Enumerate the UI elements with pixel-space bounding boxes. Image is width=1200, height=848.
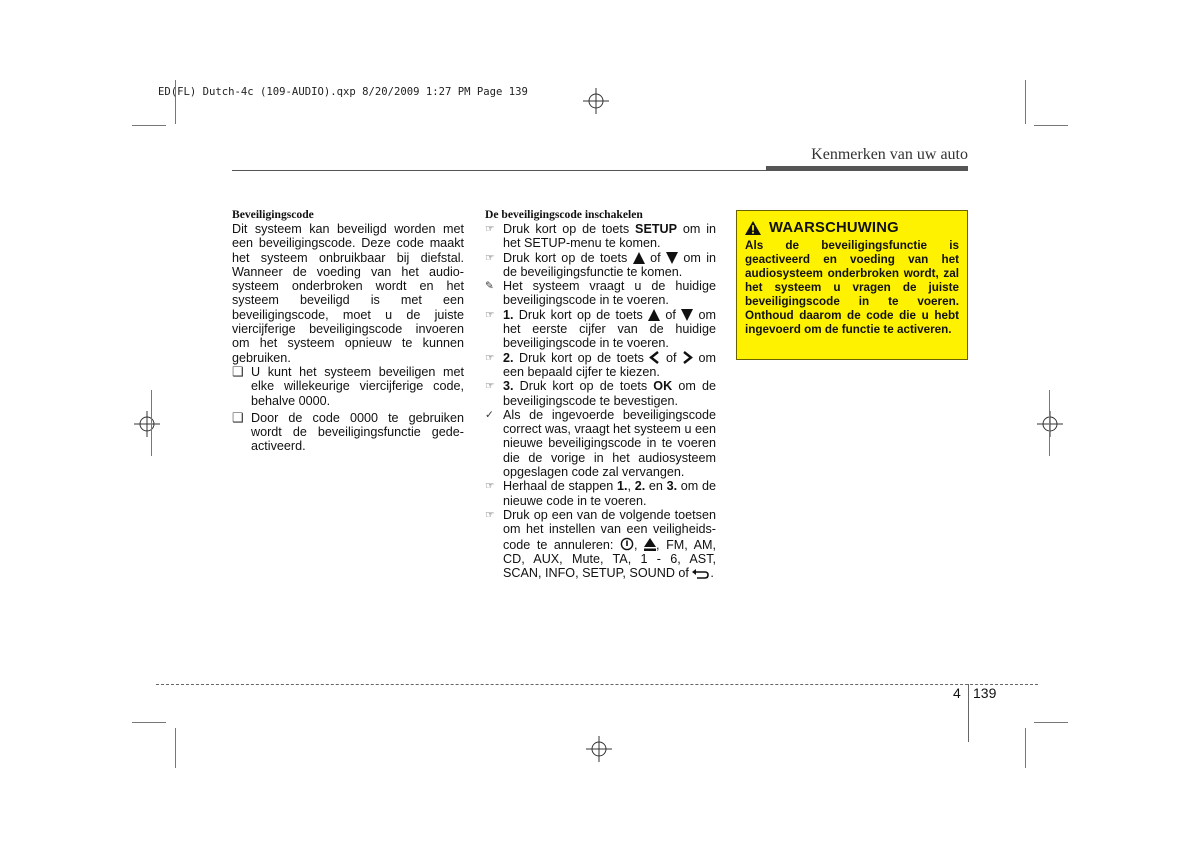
section-heading: De beveiligingscode inschakelen [485, 208, 643, 221]
crop-mark [132, 125, 166, 126]
step-item [485, 408, 716, 479]
header-bar [766, 166, 968, 171]
right-chevron-icon [682, 351, 693, 364]
checkbox-bullet-icon: ❑ [232, 409, 244, 425]
pointer-icon: ☞ [485, 251, 495, 264]
page-number: 139 [973, 685, 997, 701]
warning-triangle-icon [745, 221, 761, 235]
step-item [485, 251, 716, 280]
step-item [485, 479, 716, 508]
registration-mark-icon [134, 411, 160, 437]
step-text: 1. Druk kort op de toets of om het eerste cijfer van de huidige beveiligingscode in te voeren. [503, 307, 716, 351]
step-text: Druk kort op de toets of om in de beveiligingsfunctie te komen. [503, 250, 716, 279]
up-triangle-icon [648, 309, 660, 321]
warning-box [736, 210, 968, 360]
step-text: Herhaal de stappen 1., 2. en 3. om de nieuwe code in te voeren. [503, 479, 716, 508]
pointer-icon: ☞ [485, 351, 495, 364]
left-chevron-icon [649, 351, 660, 364]
warning-header [745, 220, 959, 236]
down-triangle-icon [666, 252, 678, 264]
list-item-text: U kunt het systeem beveiligen met elke willekeurige viercijferige code, behalve 0000. [251, 364, 464, 408]
registration-line [151, 390, 152, 456]
registration-mark-icon [586, 736, 612, 762]
list-item [232, 365, 464, 408]
up-triangle-icon [633, 252, 645, 264]
memo-icon: ✎ [485, 280, 494, 293]
pointer-icon: ☞ [485, 380, 495, 393]
step-text: 2. Druk kort op de toets of om een bepaald cijfer te kiezen. [503, 350, 716, 379]
list-item-text: Door de code 0000 te gebruiken wordt de beveiligingsfunctie gede-activeerd. [251, 410, 464, 454]
print-slug-line: ED(FL) Dutch-4c (109-AUDIO).qxp 8/20/2009 1:27 PM Page 139 [158, 86, 528, 98]
pointer-icon: ☞ [485, 223, 495, 235]
step-text: Als de ingevoerde beveiligingscode correct was, vraagt het systeem u een nieuwe beveiligingscode in te voeren die de vorige in het audiosysteem opgeslagen code zal vervangen. [503, 407, 716, 480]
ok-key-label: OK [653, 379, 673, 394]
step-text: Het systeem vraagt u de huidige beveiligingscode in te voeren. [503, 279, 716, 308]
step-item [485, 279, 716, 308]
registration-line [1049, 390, 1050, 456]
crop-mark [175, 728, 176, 768]
registration-mark-icon [583, 88, 609, 114]
setup-key-label: SETUP [635, 222, 678, 236]
return-icon [692, 568, 710, 579]
crop-mark [1034, 125, 1068, 126]
step-item [485, 222, 716, 251]
footer-dashed-rule [156, 684, 1038, 685]
step-item [485, 308, 716, 351]
registration-mark-icon [1037, 411, 1063, 437]
step-text: 3. Druk kort op de toets OK om de beveiligingscode te bevestigen. [503, 379, 716, 408]
crop-mark [1034, 722, 1068, 723]
eject-icon [644, 538, 656, 551]
step-text: Druk op een van de volgende toetsen om het instellen van een veiligheids-code te annuleren: , , FM, AM, CD, AUX, Mute, TA, 1 - 6, AST, SCAN, INFO, SETUP, SOUND of . [503, 507, 717, 581]
left-column [232, 208, 464, 454]
pointer-icon: ☞ [485, 308, 495, 321]
checkbox-bullet-icon: ❑ [232, 363, 244, 379]
page-number-separator [968, 684, 969, 742]
power-icon [620, 537, 634, 551]
pointer-icon: ☞ [485, 508, 495, 521]
crop-mark [132, 722, 166, 723]
step-text: Druk kort op de toets SETUP om in het SETUP-menu te komen. [503, 222, 716, 251]
intro-paragraph: Dit systeem kan beveiligd worden met een beveiligingscode. Deze code maakt het systeem onbruikbaar bij diefstal. Wanneer de voeding van het audio-systeem onderbroken wordt en het systeem beveiligd is met een beveiligingscode, moet u de juiste viercijferige beveiligingscode invoeren om het systeem opnieuw te kunnen gebruiken. [232, 222, 464, 365]
step-item [485, 351, 716, 380]
check-icon: ✓ [485, 408, 494, 421]
down-triangle-icon [681, 309, 693, 321]
crop-mark [1025, 728, 1026, 768]
chapter-number: 4 [953, 685, 961, 701]
section-heading: Beveiligingscode [232, 208, 314, 221]
step-item [485, 379, 716, 408]
crop-mark [1025, 80, 1026, 124]
warning-body: Als de beveiligingsfunctie is geactiveerd en voeding van het audiosysteem onderbroken wordt, zal het systeem u vragen de juiste beveiligingscode in te voeren. Onthoud daarom de code die u hebt ingevoerd om de functie te activeren. [745, 239, 959, 336]
warning-title: WAARSCHUWING [769, 220, 899, 236]
list-item [232, 411, 464, 454]
step-item [485, 508, 716, 580]
middle-column [485, 208, 716, 580]
pointer-icon: ☞ [485, 480, 495, 493]
section-title: Kenmerken van uw auto [811, 146, 968, 163]
